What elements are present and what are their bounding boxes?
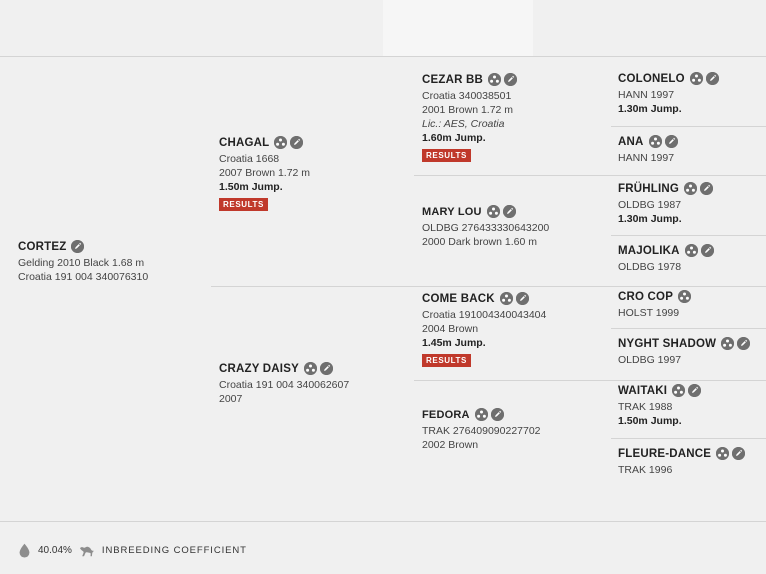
gen3-divider-5 <box>611 380 766 381</box>
gen3-line-5: OLDBG 1997 <box>618 354 682 366</box>
bottom-bar <box>0 522 766 574</box>
gen3-divider-1 <box>611 175 766 176</box>
pen-icon[interactable] <box>688 384 701 397</box>
pen-icon[interactable] <box>503 205 516 218</box>
gen3-name-row-0 <box>618 72 766 85</box>
gen3-name-row-7 <box>618 447 766 460</box>
sire-line-2: 2007 Brown 1.72 m <box>219 167 311 179</box>
pedigree-icon[interactable] <box>649 135 662 148</box>
gen3-name-row-1 <box>618 135 766 148</box>
pedigree-icon[interactable] <box>678 290 691 303</box>
gen3-divider-4 <box>611 328 766 329</box>
gen3-divider-3 <box>611 286 766 287</box>
horse-icon <box>79 544 95 557</box>
pedigree-icon[interactable] <box>684 182 697 195</box>
dam-sire-node[interactable] <box>422 292 612 368</box>
pen-icon[interactable] <box>290 136 303 149</box>
gen3-line-0: HANN 1997 <box>618 89 675 101</box>
dam-dam-name-row <box>422 408 612 421</box>
sire-sire-icons <box>488 73 517 86</box>
sire-sire-node[interactable] <box>422 73 612 163</box>
pen-icon[interactable] <box>504 73 517 86</box>
gen3-name-6[interactable]: WAITAKI <box>618 384 668 397</box>
dam-sire-name-row <box>422 292 612 305</box>
pedigree-icon[interactable] <box>685 244 698 257</box>
subject-node[interactable] <box>18 240 213 284</box>
gen3-name-2[interactable]: FRÜHLING <box>618 182 680 195</box>
sire-results-badge[interactable]: RESULTS <box>219 198 268 211</box>
gen3-node-2[interactable] <box>618 182 766 226</box>
sire-name-row <box>219 136 409 149</box>
pedigree-icon[interactable] <box>500 292 513 305</box>
sire-sire-line-1: Croatia 340038501 <box>422 90 512 102</box>
pen-icon[interactable] <box>737 337 750 350</box>
gen3-jump-0: 1.30m Jump. <box>618 103 682 115</box>
pen-icon[interactable] <box>320 362 333 375</box>
gen3-icons-6 <box>672 384 701 397</box>
top-spacer <box>0 0 766 56</box>
dam-node[interactable] <box>219 362 409 406</box>
sire-jump-record: 1.50m Jump. <box>219 181 283 193</box>
gen3-name-row-6 <box>618 384 766 397</box>
gen3-jump-2: 1.30m Jump. <box>618 213 682 225</box>
pen-icon[interactable] <box>701 244 714 257</box>
sire-dam-name-row <box>422 205 612 218</box>
dam-dam-node[interactable] <box>422 408 612 452</box>
sire-sire-jump-record: 1.60m Jump. <box>422 132 486 144</box>
gen3-node-7[interactable] <box>618 447 766 477</box>
inbreeding-label: INBREEDING COEFFICIENT <box>101 545 247 556</box>
gen3-icons-7 <box>716 447 745 460</box>
pedigree-icon[interactable] <box>488 73 501 86</box>
top-light-band <box>383 0 533 56</box>
sire-icons <box>274 136 303 149</box>
pen-icon[interactable] <box>71 240 84 253</box>
pedigree-icon[interactable] <box>721 337 734 350</box>
inbreeding-percent: 40.04% <box>38 545 72 556</box>
gen3-node-6[interactable] <box>618 384 766 428</box>
dam-line-1: Croatia 191 004 340062607 <box>219 379 350 391</box>
sire-sire-name[interactable]: CEZAR BB <box>422 73 484 86</box>
gen3-jump-6: 1.50m Jump. <box>618 415 682 427</box>
dam-name-row <box>219 362 409 375</box>
pedigree-icon[interactable] <box>487 205 500 218</box>
dam-sire-line-1: Croatia 191004340043404 <box>422 309 547 321</box>
gen3-line-7: TRAK 1996 <box>618 464 673 476</box>
subject-line-1: Gelding 2010 Black 1.68 m <box>18 257 145 269</box>
pedigree-icon[interactable] <box>274 136 287 149</box>
subject-line-2: Croatia 191 004 340076310 <box>18 271 149 283</box>
sire-dam-icons <box>487 205 516 218</box>
dam-sire-jump-record: 1.45m Jump. <box>422 337 486 349</box>
gen3-name-row-4 <box>618 290 766 303</box>
dam-sire-icons <box>500 292 529 305</box>
top-divider <box>0 56 766 57</box>
gen3-name-row-2 <box>618 182 766 195</box>
gen3-icons-5 <box>721 337 750 350</box>
gen3-icons-2 <box>684 182 713 195</box>
sire-dam-node[interactable] <box>422 205 612 249</box>
inbreeding-footer <box>18 543 247 558</box>
gen3-line-2: OLDBG 1987 <box>618 199 682 211</box>
gen3-name-3[interactable]: MAJOLIKA <box>618 244 680 257</box>
gen2-divider-bottom <box>414 380 611 381</box>
dam-name[interactable]: CRAZY DAISY <box>219 362 299 375</box>
pen-icon[interactable] <box>700 182 713 195</box>
gen3-icons-4 <box>678 290 691 303</box>
gen1-divider <box>211 286 611 287</box>
sire-sire-results-badge[interactable]: RESULTS <box>422 149 471 162</box>
pen-icon[interactable] <box>706 72 719 85</box>
gen3-name-row-5 <box>618 337 766 350</box>
gen3-name-row-3 <box>618 244 766 257</box>
gen3-name-5[interactable]: NYGHT SHADOW <box>618 337 717 350</box>
pen-icon[interactable] <box>665 135 678 148</box>
gen3-line-1: HANN 1997 <box>618 152 675 164</box>
subject-icons <box>71 240 84 253</box>
dam-dam-name[interactable]: FEDORA <box>422 408 470 421</box>
gen3-node-4[interactable] <box>618 290 766 320</box>
sire-dam-name[interactable]: MARY LOU <box>422 205 482 218</box>
gen3-name-7[interactable]: FLEURE-DANCE <box>618 447 712 460</box>
pedigree-icon[interactable] <box>304 362 317 375</box>
sire-sire-licence: Lic.: AES, Croatia <box>422 118 505 130</box>
gen3-name-1[interactable]: ANA <box>618 135 644 148</box>
dam-dam-line-2: 2002 Brown <box>422 439 479 451</box>
subject-name[interactable]: CORTEZ <box>18 240 67 253</box>
sire-line-1: Croatia 1668 <box>219 153 280 165</box>
dam-sire-line-2: 2004 Brown <box>422 323 479 335</box>
sire-sire-name-row <box>422 73 612 86</box>
gen3-line-3: OLDBG 1978 <box>618 261 682 273</box>
dam-line-2: 2007 <box>219 393 243 405</box>
gen3-node-1[interactable] <box>618 135 766 165</box>
pedigree-icon[interactable] <box>716 447 729 460</box>
subject-name-row <box>18 240 213 253</box>
gen3-node-0[interactable] <box>618 72 766 116</box>
pedigree-icon[interactable] <box>475 408 488 421</box>
dam-sire-results-badge[interactable]: RESULTS <box>422 354 471 367</box>
water-drop-icon <box>18 543 31 558</box>
pen-icon[interactable] <box>516 292 529 305</box>
sire-node[interactable] <box>219 136 409 212</box>
gen3-line-4: HOLST 1999 <box>618 307 680 319</box>
dam-dam-icons <box>475 408 504 421</box>
dam-icons <box>304 362 333 375</box>
pen-icon[interactable] <box>732 447 745 460</box>
gen3-divider-6 <box>611 438 766 439</box>
gen3-icons-1 <box>649 135 678 148</box>
gen3-divider-0 <box>611 126 766 127</box>
gen3-node-5[interactable] <box>618 337 766 367</box>
pen-icon[interactable] <box>491 408 504 421</box>
gen3-line-6: TRAK 1988 <box>618 401 673 413</box>
sire-name[interactable]: CHAGAL <box>219 136 270 149</box>
sire-dam-line-2: 2000 Dark brown 1.60 m <box>422 236 537 248</box>
pedigree-icon[interactable] <box>672 384 685 397</box>
gen3-icons-3 <box>685 244 714 257</box>
pedigree-icon[interactable] <box>690 72 703 85</box>
dam-dam-line-1: TRAK 276409090227702 <box>422 425 541 437</box>
gen2-divider-top <box>414 175 611 176</box>
gen3-name-4[interactable]: CRO COP <box>618 290 674 303</box>
sire-sire-line-2: 2001 Brown 1.72 m <box>422 104 514 116</box>
gen3-name-0[interactable]: COLONELO <box>618 72 685 85</box>
dam-sire-name[interactable]: COME BACK <box>422 292 495 305</box>
gen3-icons-0 <box>690 72 719 85</box>
gen3-node-3[interactable] <box>618 244 766 274</box>
gen3-divider-2 <box>611 235 766 236</box>
sire-dam-line-1: OLDBG 276433330643200 <box>422 222 550 234</box>
